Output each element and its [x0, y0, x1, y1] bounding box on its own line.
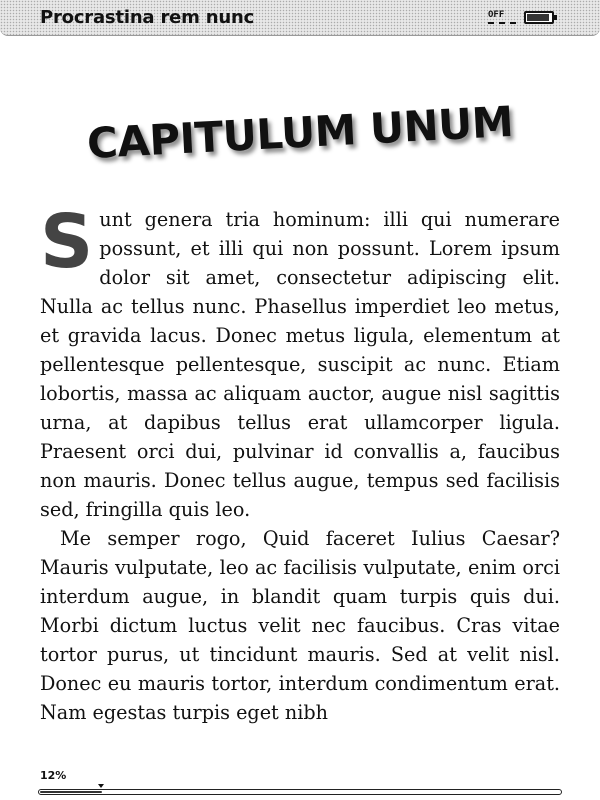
status-bar: [0, 0, 600, 36]
progress-bar-fill: [40, 791, 102, 793]
paragraph-2: Me semper rogo, Quid faceret Iulius Caesar? Mauris vulputate, leo ac facilisis vulputate, enim orci interdum augue, in blandit quam turpis quis dui. Morbi dictum luctus velit nec faucibus. Cras vitae tortor purus, ut tincidunt mauris. Sed at velit nisl. Donec eu mauris tortor, interdum condimentum erat. Nam egestas turpis eget nibh: [40, 527, 560, 724]
paragraph-1-text: unt genera tria hominum: illi qui numerare possunt, et illi qui non possunt. Lorem ipsum dolor sit amet, consectetur adipiscing elit. Nulla ac tellus nunc. Phasellus imperdiet leo metus, et gravida lacus. Donec metus ligula, elementum at pellentesque pellentesque, suscipit ac nunc. Etiam lobortis, massa ac aliquam auctor, augue nisl sagittis urna, at dapibus tellus erat ullamcorper ligula. Praesent orci dui, pulvinar id convallis a, faucibus non mauris. Donec tellus augue, tempus sed facilisis sed, fringilla quis leo.: [40, 208, 560, 521]
paragraph-1: [40, 205, 560, 524]
battery-icon: [524, 11, 554, 24]
battery-level-fill: [527, 14, 549, 21]
chapter-heading: CAPITULUM UNUM: [85, 96, 515, 169]
reading-pane[interactable]: [40, 205, 560, 735]
battery-terminal: [554, 15, 557, 20]
wireless-status-indicator: [488, 11, 516, 24]
wireless-off-label: OFF: [488, 10, 505, 20]
progress-percent-label: 12%: [40, 769, 67, 782]
wireless-bars-icon: [488, 22, 516, 24]
drop-cap: S: [40, 205, 94, 285]
progress-position-marker-icon: [98, 784, 104, 788]
progress-bar[interactable]: [38, 789, 562, 795]
book-title: Procrastina rem nunc: [40, 7, 255, 28]
